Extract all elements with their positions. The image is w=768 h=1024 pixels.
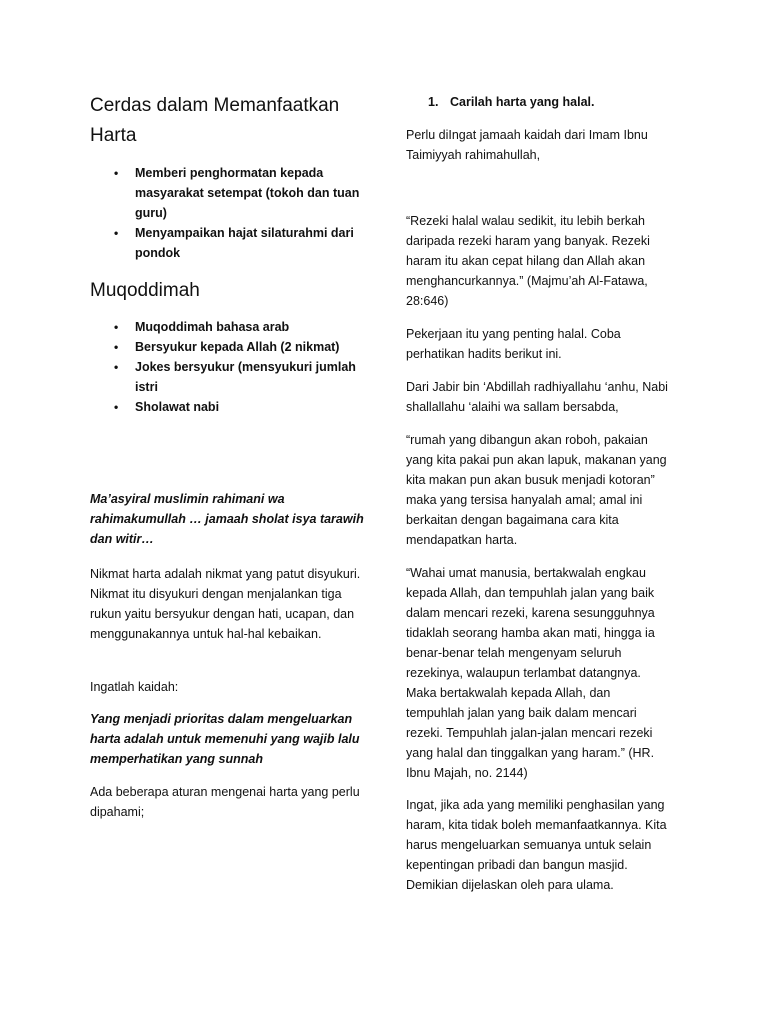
numbered-item-1 — [428, 92, 595, 112]
list-item: • Jokes bersyukur (mensyukuri jumlah istri — [90, 357, 375, 397]
list-item: • Memberi penghormatan kepada masyarakat setempat (tokoh dan tuan guru) — [90, 163, 375, 223]
paragraph-nikmat-harta: Nikmat harta adalah nikmat yang patut disyukuri. Nikmat itu disyukuri dengan menjalankan tiga rukun yaitu bersyukur dengan hati, ucapan, dan menggunakannya untuk hal-hal kebaikan. — [90, 567, 361, 641]
bullet-list-muqoddimah — [90, 317, 375, 417]
document-title: Cerdas dalam Memanfaatkan Harta — [90, 95, 340, 146]
paragraph-aturan-harta: Ada beberapa aturan mengenai harta yang perlu dipahami; — [90, 785, 360, 819]
paragraph-ingatlah-kaidah: Ingatlah kaidah: — [90, 680, 179, 694]
kaidah-quote: Yang menjadi prioritas dalam mengeluarkan harta adalah untuk memenuhi yang wajib lalu memperhatikan yang sunnah — [90, 712, 360, 766]
quote-hadits-rezeki: “Wahai umat manusia, bertakwalah engkau kepada Allah, dan tempuhlah jalan yang baik dalam mencari rezeki, karena sesungguhnya tidaklah seorang hamba akan mati, hingga ia benar-benar telah mengenyam seluruh rezekinya, walaupun terlambat datangnya. Maka bertakwalah kepada Allah, dan tempuhlah jalan yang baik dalam mencari rezeki. Tempuhlah jalan-jalan mencari rezeki yang halal dan tinggalkan yang haram.” (HR. Ibnu Majah, no. 2144) — [406, 566, 655, 780]
item-number: 1. — [428, 95, 439, 109]
quote-rumah-roboh: “rumah yang dibangun akan roboh, pakaian yang kita pakai pun akan lapuk, makanan yang kita makan pun akan busuk menjadi kotoran” maka yang tersisa hanyalah amal; amal ini berkaitan dengan bagaimana cara kita mendapatkan harta. — [406, 433, 667, 547]
list-item: • Muqoddimah bahasa arab — [90, 317, 375, 337]
list-item: • Sholawat nabi — [90, 397, 375, 417]
paragraph-hadits-jabir: Dari Jabir bin ‘Abdillah radhiyallahu ‘anhu, Nabi shallallahu ‘alaihi wa sallam bersabda, — [406, 380, 668, 414]
bullet-list-greetings — [90, 163, 375, 263]
list-item: • Menyampaikan hajat silaturahmi dari pondok — [90, 223, 375, 263]
quote-rezeki-halal: “Rezeki halal walau sedikit, itu lebih berkah daripada rezeki haram yang banyak. Rezeki haram itu akan cepat hilang dan Allah akan menghancurkannya.” (Majmu’ah Al-Fatawa, 28:646) — [406, 214, 650, 308]
section-heading-muqoddimah: Muqoddimah — [90, 280, 200, 301]
paragraph-pekerjaan-halal: Pekerjaan itu yang penting halal. Coba perhatikan hadits berikut ini. — [406, 327, 621, 361]
paragraph-penghasilan-haram: Ingat, jika ada yang memiliki penghasilan yang haram, kita tidak boleh memanfaatkannya. Kita harus mengeluarkan semuanya untuk selain kepentingan pribadi dan bangun masjid. Demikian dijelaskan oleh para ulama. — [406, 798, 667, 892]
list-item: • Bersyukur kepada Allah (2 nikmat) — [90, 337, 375, 357]
paragraph-kaidah-ibnu-taimiyyah: Perlu diIngat jamaah kaidah dari Imam Ibnu Taimiyyah rahimahullah, — [406, 128, 648, 162]
opening-salutation: Ma’asyiral muslimin rahimani wa rahimakumullah … jamaah sholat isya tarawih dan witir… — [90, 492, 364, 546]
item-text: Carilah harta yang halal. — [450, 95, 595, 109]
